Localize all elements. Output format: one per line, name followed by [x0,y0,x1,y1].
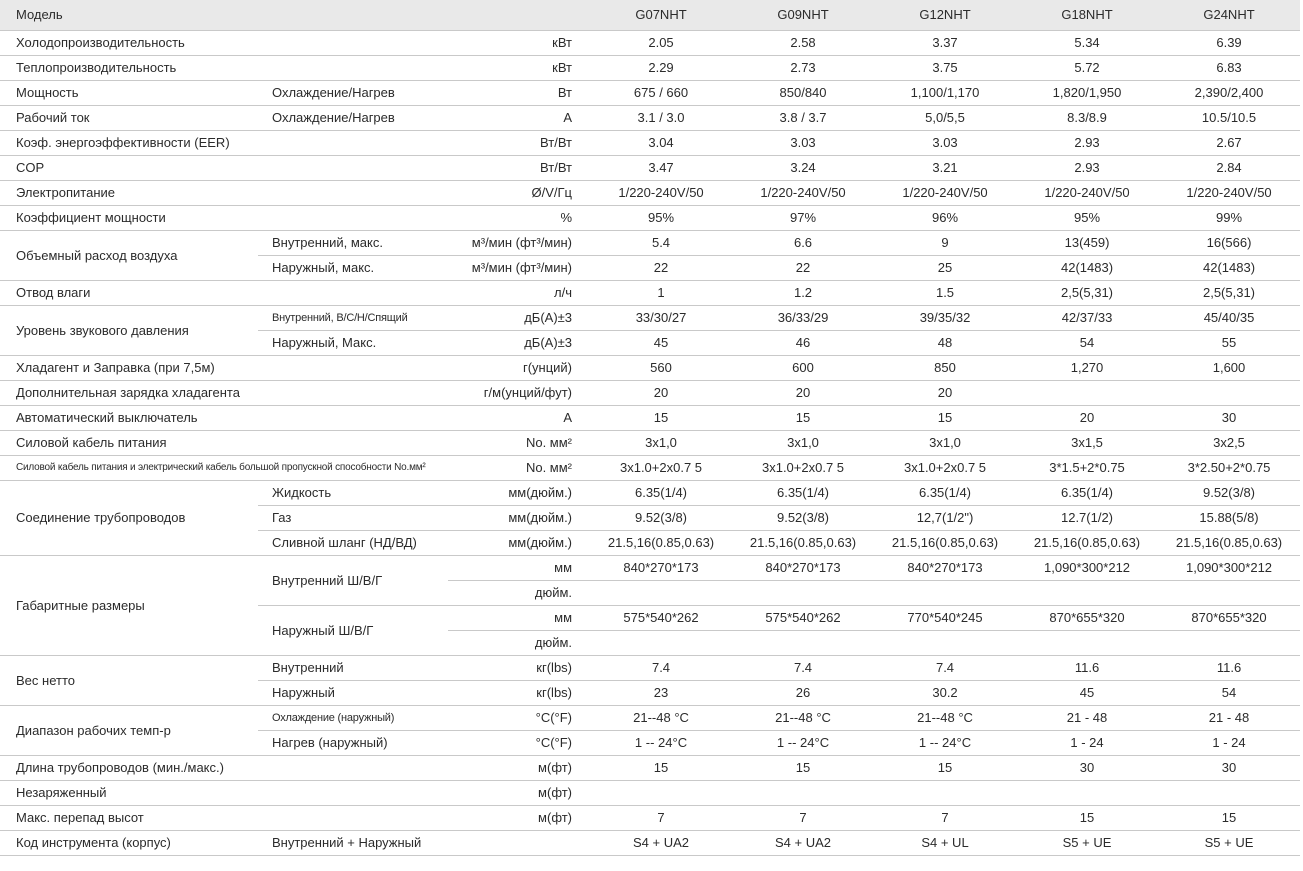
spec-value: 870*655*320 [1016,606,1158,631]
spec-value: 6.39 [1158,31,1300,56]
spec-value: 3x1,0 [874,431,1016,456]
spec-value: 7.4 [590,656,732,681]
spec-value: S5 + UE [1158,831,1300,856]
spec-value: 22 [590,256,732,281]
spec-value: 2.05 [590,31,732,56]
spec-value: 3x1,0 [732,431,874,456]
table-row [0,356,1300,381]
spec-value: 1/220-240V/50 [590,181,732,206]
spec-value: 575*540*262 [590,606,732,631]
table-row [0,206,1300,231]
spec-value: 21.5,16(0.85,0.63) [732,531,874,556]
spec-value: 12,7(1/2") [874,506,1016,531]
spec-value: 1 [590,281,732,306]
spec-unit: Вт/Вт [448,156,590,181]
spec-value: 3.47 [590,156,732,181]
spec-value: 54 [1016,331,1158,356]
spec-value: 2.73 [732,56,874,81]
spec-sublabel: Нагрев (наружный) [258,731,448,756]
spec-unit: Вт/Вт [448,131,590,156]
spec-value: 870*655*320 [1158,606,1300,631]
spec-value: 3x2,5 [1158,431,1300,456]
spec-value: 3.03 [874,131,1016,156]
spec-unit: Вт [448,81,590,106]
spec-value: 3.04 [590,131,732,156]
spec-unit: кВт [448,56,590,81]
spec-unit: м(фт) [448,756,590,781]
spec-value [874,581,1016,606]
spec-value: 21.5,16(0.85,0.63) [1158,531,1300,556]
spec-value: 33/30/27 [590,306,732,331]
spec-value: 1,090*300*212 [1016,556,1158,581]
spec-sublabel: Сливной шланг (НД/ВД) [258,531,448,556]
spec-value: 3.03 [732,131,874,156]
spec-value: 3.24 [732,156,874,181]
spec-value: 39/35/32 [874,306,1016,331]
spec-sublabel [258,381,448,406]
spec-sublabel: Наружный Ш/В/Г [258,606,448,656]
spec-value: 7 [732,806,874,831]
spec-value: 45/40/35 [1158,306,1300,331]
spec-value: 600 [732,356,874,381]
spec-sublabel: Наружный, Макс. [258,331,448,356]
spec-sublabel [258,356,448,381]
spec-value: 6.83 [1158,56,1300,81]
table-row [0,456,1300,481]
spec-value: 1 - 24 [1158,731,1300,756]
spec-value [732,781,874,806]
model-column-header: G24NHT [1158,0,1300,31]
spec-value: 1,820/1,950 [1016,81,1158,106]
spec-value: 45 [1016,681,1158,706]
spec-value: S4 + UA2 [732,831,874,856]
spec-sublabel: Внутренний, В/С/Н/Спящий [258,306,448,331]
spec-value: 21--48 °C [732,706,874,731]
spec-value: 7.4 [874,656,1016,681]
spec-value: 36/33/29 [732,306,874,331]
table-row [0,306,1300,331]
spec-value: 15 [874,756,1016,781]
spec-label: Вес нетто [0,656,258,706]
spec-value: 2,390/2,400 [1158,81,1300,106]
spec-unit: дюйм. [448,581,590,606]
spec-value: 3*2.50+2*0.75 [1158,456,1300,481]
spec-value [1016,581,1158,606]
spec-value: 20 [732,381,874,406]
spec-value: 850/840 [732,81,874,106]
spec-value: 3x1,5 [1016,431,1158,456]
spec-value [1158,631,1300,656]
spec-value: 3x1.0+2x0.7 5 [732,456,874,481]
spec-value: 15.88(5/8) [1158,506,1300,531]
spec-unit: кг(lbs) [448,681,590,706]
spec-label: Холодопроизводительность [0,31,258,56]
spec-sublabel: Наружный [258,681,448,706]
spec-value: 12.7(1/2) [1016,506,1158,531]
spec-unit [448,831,590,856]
spec-value: 8.3/8.9 [1016,106,1158,131]
spec-value: 2.84 [1158,156,1300,181]
table-row [0,756,1300,781]
spec-unit: °С(°F) [448,731,590,756]
spec-value: 21.5,16(0.85,0.63) [874,531,1016,556]
spec-value: 1/220-240V/50 [732,181,874,206]
spec-value: 20 [874,381,1016,406]
spec-value [590,781,732,806]
spec-value: 22 [732,256,874,281]
spec-sublabel [258,431,448,456]
spec-value: 95% [590,206,732,231]
spec-table-header [0,0,1300,31]
spec-value: 25 [874,256,1016,281]
spec-label: Мощность [0,81,258,106]
spec-unit: м(фт) [448,806,590,831]
spec-unit: No. мм² [448,431,590,456]
table-row [0,56,1300,81]
spec-value: S5 + UE [1016,831,1158,856]
spec-label: Отвод влаги [0,281,258,306]
spec-value: 46 [732,331,874,356]
spec-label: COP [0,156,258,181]
spec-value: 2.93 [1016,156,1158,181]
spec-value: 1,100/1,170 [874,81,1016,106]
spec-unit: дБ(А)±3 [448,331,590,356]
spec-value: 840*270*173 [732,556,874,581]
spec-unit: мм(дюйм.) [448,481,590,506]
spec-sublabel [258,806,448,831]
spec-label: Дополнительная зарядка хладагента [0,381,258,406]
spec-value: 5.72 [1016,56,1158,81]
spec-value [874,781,1016,806]
spec-value: 10.5/10.5 [1158,106,1300,131]
spec-value: 2.58 [732,31,874,56]
spec-value: 3.21 [874,156,1016,181]
spec-value: 850 [874,356,1016,381]
spec-value: 3.75 [874,56,1016,81]
spec-sublabel: Охлаждение/Нагрев [258,106,448,131]
spec-value: 16(566) [1158,231,1300,256]
spec-value: 45 [590,331,732,356]
table-row [0,806,1300,831]
spec-value: 3.8 / 3.7 [732,106,874,131]
spec-label: Уровень звукового давления [0,306,258,356]
spec-value: 42/37/33 [1016,306,1158,331]
spec-unit: No. мм² [448,456,590,481]
spec-value: 21.5,16(0.85,0.63) [590,531,732,556]
spec-sublabel [258,156,448,181]
spec-value: 6.35(1/4) [1016,481,1158,506]
spec-value: 30 [1016,756,1158,781]
spec-value: 6.35(1/4) [732,481,874,506]
table-row [0,431,1300,456]
spec-value: 15 [874,406,1016,431]
spec-value [1016,381,1158,406]
spec-value: 575*540*262 [732,606,874,631]
spec-value: 1,270 [1016,356,1158,381]
spec-value: 6.35(1/4) [874,481,1016,506]
spec-label: Коэф. энергоэффективности (EER) [0,131,258,156]
spec-value: 15 [1158,806,1300,831]
spec-sublabel [258,181,448,206]
spec-unit: м(фт) [448,781,590,806]
spec-value: 2.29 [590,56,732,81]
spec-value [590,581,732,606]
spec-sublabel [258,781,448,806]
spec-unit: % [448,206,590,231]
table-row [0,381,1300,406]
spec-label: Незаряженный [0,781,258,806]
spec-unit: °С(°F) [448,706,590,731]
spec-value: 3.1 / 3.0 [590,106,732,131]
spec-unit: мм [448,556,590,581]
spec-sublabel [258,281,448,306]
spec-label: Силовой кабель питания и электрический кабель большой пропускной способности No.мм² [0,456,258,481]
spec-value: 9.52(3/8) [590,506,732,531]
spec-value: 1 -- 24°C [874,731,1016,756]
spec-value [590,631,732,656]
spec-unit: л/ч [448,281,590,306]
spec-value: 5.34 [1016,31,1158,56]
spec-value: 23 [590,681,732,706]
spec-value: 9.52(3/8) [1158,481,1300,506]
spec-value: 560 [590,356,732,381]
spec-value: 9 [874,231,1016,256]
spec-value: 21--48 °C [874,706,1016,731]
spec-value: 1,600 [1158,356,1300,381]
spec-value: 26 [732,681,874,706]
spec-value: 2,5(5,31) [1158,281,1300,306]
spec-unit: дБ(А)±3 [448,306,590,331]
spec-sublabel: Внутренний, макс. [258,231,448,256]
spec-value: 1 - 24 [1016,731,1158,756]
spec-unit: А [448,406,590,431]
spec-value: S4 + UA2 [590,831,732,856]
model-column-header: G09NHT [732,0,874,31]
spec-unit: г/м(унций/фут) [448,381,590,406]
spec-sublabel: Внутренний + Наружный [258,831,448,856]
spec-unit: м³/мин (фт³/мин) [448,231,590,256]
spec-sublabel [258,31,448,56]
spec-value: 1.2 [732,281,874,306]
table-row [0,406,1300,431]
spec-sublabel: Внутренний [258,656,448,681]
spec-label: Электропитание [0,181,258,206]
spec-value: 3x1,0 [590,431,732,456]
spec-value: 6.35(1/4) [590,481,732,506]
spec-value: 1/220-240V/50 [1158,181,1300,206]
spec-unit: кг(lbs) [448,656,590,681]
spec-value: 9.52(3/8) [732,506,874,531]
spec-unit: А [448,106,590,131]
table-row [0,31,1300,56]
spec-sublabel [258,406,448,431]
spec-value: 1/220-240V/50 [1016,181,1158,206]
spec-label: Код инструмента (корпус) [0,831,258,856]
spec-label: Макс. перепад высот [0,806,258,831]
spec-value [1158,781,1300,806]
spec-sublabel [258,56,448,81]
spec-unit: дюйм. [448,631,590,656]
spec-sublabel: Наружный, макс. [258,256,448,281]
spec-value: 20 [590,381,732,406]
table-row [0,156,1300,181]
spec-value: 21 - 48 [1016,706,1158,731]
spec-value: 770*540*245 [874,606,1016,631]
table-row [0,181,1300,206]
spec-sublabel: Охлаждение/Нагрев [258,81,448,106]
table-row [0,831,1300,856]
spec-value: 97% [732,206,874,231]
spec-sublabel [258,206,448,231]
spec-value: 30 [1158,756,1300,781]
spec-value: 1/220-240V/50 [874,181,1016,206]
spec-value: 2.93 [1016,131,1158,156]
spec-value: 3x1.0+2x0.7 5 [590,456,732,481]
spec-value: 30.2 [874,681,1016,706]
spec-value: 1 -- 24°C [590,731,732,756]
spec-label: Хладагент и Заправка (при 7,5м) [0,356,258,381]
model-column-header: G12NHT [874,0,1016,31]
spec-sublabel: Жидкость [258,481,448,506]
spec-label: Силовой кабель питания [0,431,258,456]
model-column-header: G07NHT [590,0,732,31]
spec-value: 3*1.5+2*0.75 [1016,456,1158,481]
spec-value: 15 [732,406,874,431]
spec-label: Диапазон рабочих темп-р [0,706,258,756]
spec-value [1016,781,1158,806]
spec-sublabel: Охлаждение (наружный) [258,706,448,731]
spec-sublabel: Газ [258,506,448,531]
spec-label: Автоматический выключатель [0,406,258,431]
spec-value: 2.67 [1158,131,1300,156]
spec-value: 11.6 [1016,656,1158,681]
table-row [0,106,1300,131]
spec-value: 55 [1158,331,1300,356]
spec-value: 42(1483) [1016,256,1158,281]
table-row [0,781,1300,806]
table-row [0,231,1300,256]
spec-unit: м³/мин (фт³/мин) [448,256,590,281]
spec-unit: мм(дюйм.) [448,531,590,556]
spec-sublabel [258,131,448,156]
spec-table-body [0,31,1300,856]
spec-value: 21--48 °C [590,706,732,731]
spec-value: 3x1.0+2x0.7 5 [874,456,1016,481]
spec-value: 2,5(5,31) [1016,281,1158,306]
spec-value: 30 [1158,406,1300,431]
spec-value [732,581,874,606]
spec-unit: г(унций) [448,356,590,381]
spec-value [1016,631,1158,656]
table-row [0,281,1300,306]
table-row [0,556,1300,581]
spec-value: 675 / 660 [590,81,732,106]
spec-value: 15 [590,406,732,431]
spec-label: Длина трубопроводов (мин./макс.) [0,756,258,781]
spec-value: 7 [874,806,1016,831]
spec-sublabel: Внутренний Ш/В/Г [258,556,448,606]
spec-label: Габаритные размеры [0,556,258,656]
spec-value [1158,381,1300,406]
spec-unit: мм(дюйм.) [448,506,590,531]
spec-value: 5,0/5,5 [874,106,1016,131]
spec-unit: мм [448,606,590,631]
spec-label: Коэффициент мощности [0,206,258,231]
spec-value: 15 [732,756,874,781]
table-row [0,481,1300,506]
spec-unit: кВт [448,31,590,56]
spec-value: 42(1483) [1158,256,1300,281]
spec-value: 1,090*300*212 [1158,556,1300,581]
spec-value: 48 [874,331,1016,356]
spec-value: 7.4 [732,656,874,681]
model-column-header: G18NHT [1016,0,1158,31]
spec-label: Теплопроизводительность [0,56,258,81]
spec-label: Рабочий ток [0,106,258,131]
spec-value: 54 [1158,681,1300,706]
table-row [0,81,1300,106]
spec-value: 11.6 [1158,656,1300,681]
table-row [0,131,1300,156]
spec-label: Соединение трубопроводов [0,481,258,556]
spec-value [732,631,874,656]
spec-value: 15 [590,756,732,781]
spec-value: 7 [590,806,732,831]
spec-value: 840*270*173 [874,556,1016,581]
spec-value: 6.6 [732,231,874,256]
spec-value [874,631,1016,656]
spec-value: 21.5,16(0.85,0.63) [1016,531,1158,556]
spec-value: 840*270*173 [590,556,732,581]
spec-value: 95% [1016,206,1158,231]
spec-value: 3.37 [874,31,1016,56]
table-row [0,656,1300,681]
spec-value: 1 -- 24°C [732,731,874,756]
model-header-label: Модель [0,0,590,31]
spec-unit: Ø/V/Гц [448,181,590,206]
spec-value: 5.4 [590,231,732,256]
spec-value: S4 + UL [874,831,1016,856]
table-row [0,706,1300,731]
spec-value: 20 [1016,406,1158,431]
spec-value: 21 - 48 [1158,706,1300,731]
spec-value: 15 [1016,806,1158,831]
spec-label: Объемный расход воздуха [0,231,258,281]
spec-sublabel [258,756,448,781]
spec-value: 99% [1158,206,1300,231]
spec-value: 1.5 [874,281,1016,306]
spec-value [1158,581,1300,606]
spec-value: 96% [874,206,1016,231]
spec-value: 13(459) [1016,231,1158,256]
